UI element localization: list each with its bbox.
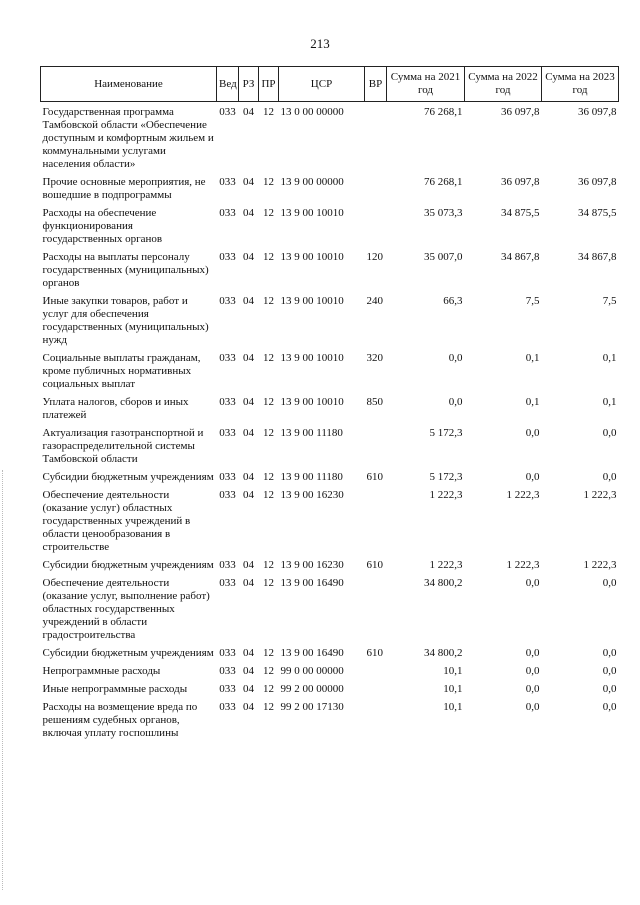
- row-name: Прочие основные мероприятия, не вошедшие в подпрограммы: [42, 176, 206, 201]
- row-ved: 033: [219, 683, 236, 695]
- row-sum-2021: 35 073,3: [424, 207, 463, 219]
- row-name: Обеспечение деятельности (оказание услуг, выполнение работ) областных государственных учреждений в области градостроительства: [42, 577, 210, 641]
- row-vr: [365, 573, 387, 643]
- row-sum-2022: 0,0: [525, 577, 540, 589]
- row-rz: 04: [243, 176, 254, 188]
- row-sum-2022: 0,0: [525, 427, 540, 439]
- row-sum-2022: 0,0: [525, 647, 540, 659]
- row-csr: 13 9 00 10010: [280, 352, 344, 364]
- header-name: Наименование: [41, 67, 217, 102]
- table-row: [41, 348, 619, 392]
- table-row: [41, 697, 619, 741]
- row-sum-2021: 76 268,1: [424, 176, 463, 188]
- row-ved: 033: [219, 106, 236, 118]
- row-csr: 13 9 00 10010: [280, 396, 344, 408]
- row-sum-2021: 34 800,2: [424, 647, 463, 659]
- row-name: Субсидии бюджетным учреждениям: [42, 471, 214, 483]
- row-rz: 04: [243, 701, 254, 713]
- row-csr: 13 9 00 10010: [280, 295, 344, 307]
- row-rz: 04: [243, 489, 254, 501]
- row-sum-2021: 1 222,3: [429, 559, 463, 571]
- row-sum-2023: 0,1: [602, 396, 617, 408]
- row-vr: [365, 661, 387, 679]
- row-vr: 610: [366, 559, 383, 571]
- row-sum-2023: 0,0: [602, 427, 617, 439]
- row-csr: 13 9 00 16230: [280, 559, 344, 571]
- table-row: [41, 102, 619, 173]
- page-number: 213: [310, 36, 330, 51]
- row-vr: [365, 203, 387, 247]
- row-sum-2021: 66,3: [443, 295, 463, 307]
- row-sum-2021: 5 172,3: [429, 427, 463, 439]
- table-row: [41, 423, 619, 467]
- scan-margin-marks: [2, 470, 9, 890]
- row-rz: 04: [243, 647, 254, 659]
- row-csr: 13 9 00 16490: [280, 577, 344, 589]
- header-csr: ЦСР: [279, 67, 365, 102]
- header-sum-2023: Сумма на 2023 год: [542, 67, 619, 102]
- row-sum-2022: 0,0: [525, 683, 540, 695]
- table-body: [41, 102, 619, 742]
- row-vr: 610: [366, 471, 383, 483]
- row-name: Расходы на выплаты персоналу государственных (муниципальных) органов: [42, 251, 209, 289]
- row-ved: 033: [219, 352, 236, 364]
- row-pr: 12: [263, 701, 274, 713]
- row-sum-2022: 1 222,3: [506, 489, 540, 501]
- row-ved: 033: [219, 665, 236, 677]
- row-vr: [365, 485, 387, 555]
- table-row: [41, 247, 619, 291]
- header-sum-2022: Сумма на 2022 год: [465, 67, 542, 102]
- row-rz: 04: [243, 665, 254, 677]
- row-sum-2023: 0,0: [602, 683, 617, 695]
- row-sum-2022: 36 097,8: [501, 176, 540, 188]
- table-header-row: [41, 67, 619, 102]
- row-name: Актуализация газотранспортной и газораспределительной системы Тамбовской области: [42, 427, 204, 465]
- row-sum-2021: 35 007,0: [424, 251, 463, 263]
- row-rz: 04: [243, 207, 254, 219]
- table-row: [41, 485, 619, 555]
- row-vr: [365, 172, 387, 203]
- row-sum-2023: 36 097,8: [578, 176, 617, 188]
- row-sum-2021: 10,1: [443, 701, 463, 713]
- row-sum-2021: 34 800,2: [424, 577, 463, 589]
- row-name: Иные непрограммные расходы: [42, 683, 188, 695]
- row-csr: 13 0 00 00000: [280, 106, 344, 118]
- row-ved: 033: [219, 489, 236, 501]
- header-ved: Вед: [217, 67, 239, 102]
- row-sum-2023: 0,0: [602, 665, 617, 677]
- row-sum-2023: 0,0: [602, 471, 617, 483]
- budget-table: [40, 66, 619, 741]
- row-csr: 13 9 00 11180: [280, 427, 343, 439]
- row-sum-2023: 0,0: [602, 647, 617, 659]
- header-rz: РЗ: [239, 67, 259, 102]
- row-csr: 13 9 00 16230: [280, 489, 344, 501]
- table-row: [41, 172, 619, 203]
- row-ved: 033: [219, 577, 236, 589]
- row-csr: 99 2 00 17130: [280, 701, 344, 713]
- row-csr: 13 9 00 00000: [280, 176, 344, 188]
- row-sum-2022: 0,0: [525, 471, 540, 483]
- row-sum-2023: 7,5: [602, 295, 617, 307]
- table-row: [41, 392, 619, 423]
- row-sum-2023: 0,0: [602, 701, 617, 713]
- row-sum-2022: 0,0: [525, 665, 540, 677]
- row-pr: 12: [263, 489, 274, 501]
- row-csr: 13 9 00 16490: [280, 647, 344, 659]
- row-ved: 033: [219, 396, 236, 408]
- table-row: [41, 555, 619, 573]
- row-sum-2021: 0,0: [448, 352, 463, 364]
- row-sum-2022: 34 875,5: [501, 207, 540, 219]
- row-rz: 04: [243, 683, 254, 695]
- row-ved: 033: [219, 176, 236, 188]
- row-rz: 04: [243, 577, 254, 589]
- row-name: Непрограммные расходы: [42, 665, 161, 677]
- table-row: [41, 467, 619, 485]
- row-name: Социальные выплаты гражданам, кроме публичных нормативных социальных выплат: [42, 352, 201, 390]
- row-rz: 04: [243, 427, 254, 439]
- row-name: Иные закупки товаров, работ и услуг для обеспечения государственных (муниципальных) нужд: [42, 295, 209, 346]
- row-sum-2023: 0,0: [602, 577, 617, 589]
- row-pr: 12: [263, 647, 274, 659]
- row-rz: 04: [243, 251, 254, 263]
- row-rz: 04: [243, 559, 254, 571]
- row-rz: 04: [243, 295, 254, 307]
- row-pr: 12: [263, 471, 274, 483]
- row-sum-2023: 34 875,5: [578, 207, 617, 219]
- row-pr: 12: [263, 106, 274, 118]
- row-rz: 04: [243, 106, 254, 118]
- row-csr: 13 9 00 10010: [280, 251, 344, 263]
- row-ved: 033: [219, 647, 236, 659]
- row-name: Субсидии бюджетным учреждениям: [42, 647, 214, 659]
- row-name: Расходы на обеспечение функционирования государственных органов: [42, 207, 163, 245]
- row-sum-2023: 36 097,8: [578, 106, 617, 118]
- row-pr: 12: [263, 683, 274, 695]
- header-pr: ПР: [259, 67, 279, 102]
- row-csr: 99 2 00 00000: [280, 683, 344, 695]
- row-pr: 12: [263, 665, 274, 677]
- row-sum-2021: 10,1: [443, 665, 463, 677]
- row-pr: 12: [263, 352, 274, 364]
- row-vr: [365, 697, 387, 741]
- row-pr: 12: [263, 396, 274, 408]
- row-vr: [365, 102, 387, 173]
- row-ved: 033: [219, 471, 236, 483]
- row-pr: 12: [263, 251, 274, 263]
- row-vr: 240: [366, 295, 383, 307]
- row-csr: 13 9 00 11180: [280, 471, 343, 483]
- row-csr: 99 0 00 00000: [280, 665, 344, 677]
- row-vr: [365, 679, 387, 697]
- row-sum-2022: 0,1: [525, 352, 540, 364]
- row-ved: 033: [219, 427, 236, 439]
- row-pr: 12: [263, 577, 274, 589]
- row-rz: 04: [243, 396, 254, 408]
- row-rz: 04: [243, 471, 254, 483]
- row-ved: 033: [219, 251, 236, 263]
- row-sum-2022: 0,0: [525, 701, 540, 713]
- row-ved: 033: [219, 295, 236, 307]
- row-pr: 12: [263, 559, 274, 571]
- row-sum-2021: 5 172,3: [429, 471, 463, 483]
- row-sum-2021: 76 268,1: [424, 106, 463, 118]
- row-sum-2021: 10,1: [443, 683, 463, 695]
- row-sum-2023: 34 867,8: [578, 251, 617, 263]
- row-csr: 13 9 00 10010: [280, 207, 344, 219]
- row-sum-2021: 0,0: [448, 396, 463, 408]
- row-sum-2023: 0,1: [602, 352, 617, 364]
- table-row: [41, 679, 619, 697]
- table-row: [41, 661, 619, 679]
- row-vr: 120: [366, 251, 383, 263]
- row-pr: 12: [263, 427, 274, 439]
- row-vr: [365, 423, 387, 467]
- row-name: Расходы на возмещение вреда по решениям судебных органов, включая уплату госпошлины: [42, 701, 198, 739]
- row-sum-2022: 1 222,3: [506, 559, 540, 571]
- row-sum-2023: 1 222,3: [583, 559, 617, 571]
- row-name: Субсидии бюджетным учреждениям: [42, 559, 214, 571]
- row-pr: 12: [263, 207, 274, 219]
- row-vr: 610: [366, 647, 383, 659]
- row-sum-2022: 7,5: [525, 295, 540, 307]
- row-vr: 320: [366, 352, 383, 364]
- table-row: [41, 203, 619, 247]
- row-pr: 12: [263, 295, 274, 307]
- row-sum-2022: 0,1: [525, 396, 540, 408]
- row-name: Обеспечение деятельности (оказание услуг) областных государственных учреждений в области ценообразования в строительстве: [42, 489, 191, 553]
- row-ved: 033: [219, 559, 236, 571]
- row-name: Государственная программа Тамбовской области «Обеспечение доступным и комфортным жильем и коммунальными услугами населения области»: [42, 106, 214, 170]
- row-sum-2022: 36 097,8: [501, 106, 540, 118]
- table-row: [41, 291, 619, 348]
- row-sum-2022: 34 867,8: [501, 251, 540, 263]
- row-sum-2023: 1 222,3: [583, 489, 617, 501]
- row-rz: 04: [243, 352, 254, 364]
- row-name: Уплата налогов, сборов и иных платежей: [42, 396, 189, 421]
- row-sum-2021: 1 222,3: [429, 489, 463, 501]
- row-pr: 12: [263, 176, 274, 188]
- table-row: [41, 643, 619, 661]
- header-sum-2021: Сумма на 2021 год: [387, 67, 465, 102]
- row-vr: 850: [366, 396, 383, 408]
- row-ved: 033: [219, 207, 236, 219]
- table-row: [41, 573, 619, 643]
- row-ved: 033: [219, 701, 236, 713]
- header-vr: ВР: [365, 67, 387, 102]
